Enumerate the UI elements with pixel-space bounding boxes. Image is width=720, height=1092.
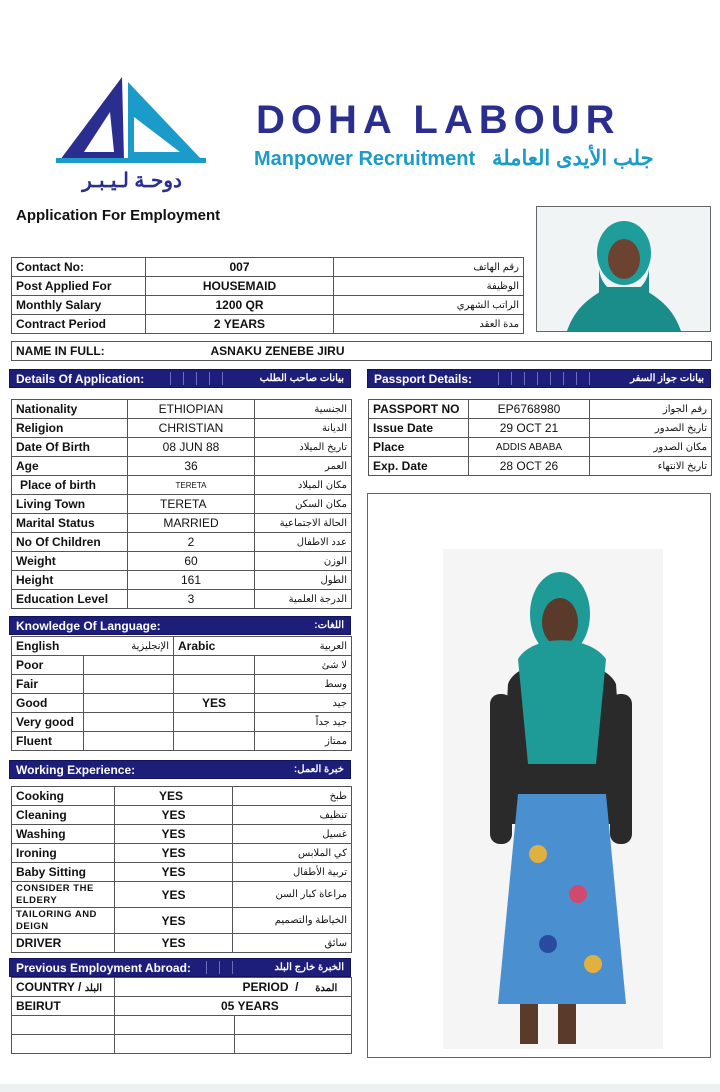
detail-ar: العمر [255, 457, 352, 476]
work-title: Working Experience: [16, 762, 136, 777]
arabic-level [174, 656, 255, 675]
period-ar: المدة [315, 983, 338, 994]
level-label: Fluent [12, 732, 84, 751]
skill-label: Baby Sitting [12, 863, 115, 882]
skill-label: Cooking [12, 787, 115, 806]
table-row [12, 495, 352, 514]
details-header [9, 369, 351, 388]
prev-country [12, 1035, 115, 1054]
detail-ar: مكان الميلاد [255, 476, 352, 495]
detail-ar: الطول [255, 571, 352, 590]
contact-value: 007 [146, 258, 334, 277]
detail-ar: مكان السكن [255, 495, 352, 514]
passport-label: Place [369, 438, 469, 457]
passport-label: Issue Date [369, 419, 469, 438]
skill-value: YES [115, 844, 233, 863]
table-row [369, 438, 712, 457]
table-row [12, 552, 352, 571]
previous-title-ar: الخبرة خارج البلد [274, 962, 344, 973]
detail-value: TERETA [128, 495, 255, 514]
salary-ar: الراتب الشهري [334, 296, 524, 315]
skill-ar: تنظيف [233, 806, 352, 825]
table-row [369, 419, 712, 438]
contact-label: Contact No: [12, 258, 146, 277]
level-label: Fair [12, 675, 84, 694]
skill-ar: الخياطة والتصميم [233, 908, 352, 934]
brand-tagline-en: Manpower Recruitment [254, 148, 476, 170]
table-row [12, 400, 352, 419]
table-row [12, 1016, 352, 1035]
contact-ar: رقم الهاتف [334, 258, 524, 277]
contract-ar: مدة العقد [334, 315, 524, 334]
skill-ar: طبخ [233, 787, 352, 806]
detail-label: Age [12, 457, 128, 476]
level-label: Good [12, 694, 84, 713]
detail-ar: تاريخ الميلاد [255, 438, 352, 457]
skill-label: Ironing [12, 844, 115, 863]
detail-label: Religion [12, 419, 128, 438]
empty-cell [115, 1016, 235, 1035]
detail-ar: الجنسية [255, 400, 352, 419]
brand-name: DOHA LABOUR [256, 98, 621, 142]
post-label: Post Applied For [12, 277, 146, 296]
skill-ar: تربية الأطفال [233, 863, 352, 882]
empty-cell [115, 1035, 235, 1054]
arabic-ar-label: العربية [255, 637, 352, 656]
details-title-ar: بيانات صاحب الطلب [259, 373, 344, 384]
passport-label: Exp. Date [369, 457, 469, 476]
logo-arabic-text: دوحـة لـيـبـر [82, 170, 182, 192]
post-value: HOUSEMAID [146, 277, 334, 296]
table-row [12, 713, 352, 732]
previous-title: Previous Employment Abroad: [16, 960, 191, 975]
detail-value: 08 JUN 88 [128, 438, 255, 457]
english-label: English [12, 637, 84, 656]
english-level [84, 732, 174, 751]
detail-value: 2 [128, 533, 255, 552]
arabic-level: YES [174, 694, 255, 713]
table-row [12, 258, 524, 277]
prev-period [235, 1035, 352, 1054]
passport-table [368, 399, 712, 476]
passport-label: PASSPORT NO [369, 400, 469, 419]
detail-value: CHRISTIAN [128, 419, 255, 438]
table-row [12, 656, 352, 675]
detail-value: 161 [128, 571, 255, 590]
table-row [12, 863, 352, 882]
country-header: COUNTRY / البلد [12, 978, 115, 997]
language-title-ar: اللغات: [314, 620, 344, 631]
skill-label: Washing [12, 825, 115, 844]
passport-title: Passport Details: [374, 371, 473, 386]
table-row [12, 1035, 352, 1054]
table-row [12, 296, 524, 315]
passport-ar: مكان الصدور [590, 438, 712, 457]
language-title: Knowledge Of Language: [16, 618, 161, 633]
language-table [11, 636, 352, 751]
detail-value: TERETA [128, 476, 255, 495]
passport-value: 29 OCT 21 [469, 419, 590, 438]
skill-label: DRIVER [12, 934, 115, 953]
period-label: PERIOD [242, 980, 289, 994]
detail-label: Living Town [12, 495, 128, 514]
work-table [11, 786, 352, 953]
prev-period: 05 YEARS [115, 997, 352, 1016]
full-name-table [11, 341, 712, 361]
english-level [84, 694, 174, 713]
english-ar-label: الإنجليزية [84, 637, 174, 656]
full-body-photo [367, 493, 711, 1058]
passport-title-ar: بيانات جواز السفر [630, 373, 704, 384]
detail-ar: الدرجة العلمية [255, 590, 352, 609]
table-row [12, 978, 352, 997]
detail-label: Date Of Birth [12, 438, 128, 457]
passport-header [367, 369, 711, 388]
table-row [12, 277, 524, 296]
country-ar: البلد [84, 983, 103, 994]
page-title: Application For Employment [16, 207, 221, 224]
passport-value: ADDIS ABABA [469, 438, 590, 457]
period-header: PERIOD / المدة [235, 978, 352, 997]
work-title-ar: خبرة العمل: [293, 764, 344, 775]
skill-value: YES [115, 863, 233, 882]
work-header [9, 760, 351, 779]
detail-ar: عدد الاطفال [255, 533, 352, 552]
table-row [369, 400, 712, 419]
english-level [84, 656, 174, 675]
table-row [12, 844, 352, 863]
top-info-table [11, 257, 524, 334]
table-row [12, 533, 352, 552]
detail-label: No Of Children [12, 533, 128, 552]
skill-ar: سائق [233, 934, 352, 953]
full-name-value: ASNAKU ZENEBE JIRU [207, 342, 712, 361]
detail-ar: الديانة [255, 419, 352, 438]
detail-label: Education Level [12, 590, 128, 609]
passport-ar: تاريخ الانتهاء [590, 457, 712, 476]
portrait-photo [536, 206, 711, 332]
empty-cell [115, 978, 235, 997]
full-name-label: NAME IN FULL: [12, 342, 207, 361]
skill-value: YES [115, 806, 233, 825]
arabic-level [174, 713, 255, 732]
table-row [12, 934, 352, 953]
details-title: Details Of Application: [16, 371, 145, 386]
salary-value: 1200 QR [146, 296, 334, 315]
table-row [12, 908, 352, 934]
country-label: COUNTRY [16, 980, 75, 994]
english-level [84, 713, 174, 732]
detail-value: MARRIED [128, 514, 255, 533]
table-row [12, 806, 352, 825]
prev-country [12, 1016, 115, 1035]
level-ar: جيد [255, 694, 352, 713]
table-row [12, 637, 352, 656]
prev-period [235, 1016, 352, 1035]
skill-value: YES [115, 825, 233, 844]
detail-value: 3 [128, 590, 255, 609]
company-logo [52, 72, 212, 192]
previous-header [9, 958, 351, 977]
table-row [12, 590, 352, 609]
detail-label: Marital Status [12, 514, 128, 533]
table-row [12, 476, 352, 495]
table-row [12, 787, 352, 806]
table-row [12, 694, 352, 713]
skill-label: CONSIDER THE ELDERY [12, 882, 115, 908]
skill-value: YES [115, 882, 233, 908]
detail-label: Nationality [12, 400, 128, 419]
arabic-level [174, 675, 255, 694]
table-row [12, 732, 352, 751]
details-table [11, 399, 352, 609]
level-ar: ممتاز [255, 732, 352, 751]
detail-value: 36 [128, 457, 255, 476]
table-row [12, 675, 352, 694]
previous-table [11, 977, 352, 1054]
detail-value: ETHIOPIAN [128, 400, 255, 419]
table-row [12, 571, 352, 590]
table-row [369, 457, 712, 476]
detail-ar: الوزن [255, 552, 352, 571]
passport-value: EP6768980 [469, 400, 590, 419]
skill-value: YES [115, 908, 233, 934]
table-row [12, 342, 712, 361]
table-row [12, 419, 352, 438]
detail-label: Height [12, 571, 128, 590]
table-row [12, 825, 352, 844]
skill-value: YES [115, 787, 233, 806]
level-label: Poor [12, 656, 84, 675]
table-row [12, 882, 352, 908]
skill-ar: كي الملابس [233, 844, 352, 863]
skill-label: Cleaning [12, 806, 115, 825]
skill-label: TAILORING AND DEIGN [12, 908, 115, 934]
detail-value: 60 [128, 552, 255, 571]
arabic-level [174, 732, 255, 751]
passport-ar: تاريخ الصدور [590, 419, 712, 438]
contract-value: 2 YEARS [146, 315, 334, 334]
skill-value: YES [115, 934, 233, 953]
level-label: Very good [12, 713, 84, 732]
table-row [12, 457, 352, 476]
skill-ar: غسيل [233, 825, 352, 844]
detail-label: Place of birth [12, 476, 128, 495]
passport-value: 28 OCT 26 [469, 457, 590, 476]
level-ar: جيد جداً [255, 713, 352, 732]
sail-logo-icon [52, 72, 212, 167]
level-ar: لا شئ [255, 656, 352, 675]
english-level [84, 675, 174, 694]
table-row [12, 997, 352, 1016]
table-row [12, 514, 352, 533]
post-ar: الوظيفة [334, 277, 524, 296]
language-header [9, 616, 351, 635]
skill-ar: مراعاة كبار السن [233, 882, 352, 908]
arabic-label: Arabic [174, 637, 255, 656]
brand-tagline-ar: جلب الأيدى العاملة [492, 147, 654, 170]
level-ar: وسط [255, 675, 352, 694]
contract-label: Contract Period [12, 315, 146, 334]
detail-ar: الحالة الاجتماعية [255, 514, 352, 533]
salary-label: Monthly Salary [12, 296, 146, 315]
passport-ar: رقم الجواز [590, 400, 712, 419]
prev-country: BEIRUT [12, 997, 115, 1016]
bottom-strip [0, 1084, 720, 1092]
detail-label: Weight [12, 552, 128, 571]
table-row [12, 438, 352, 457]
table-row [12, 315, 524, 334]
